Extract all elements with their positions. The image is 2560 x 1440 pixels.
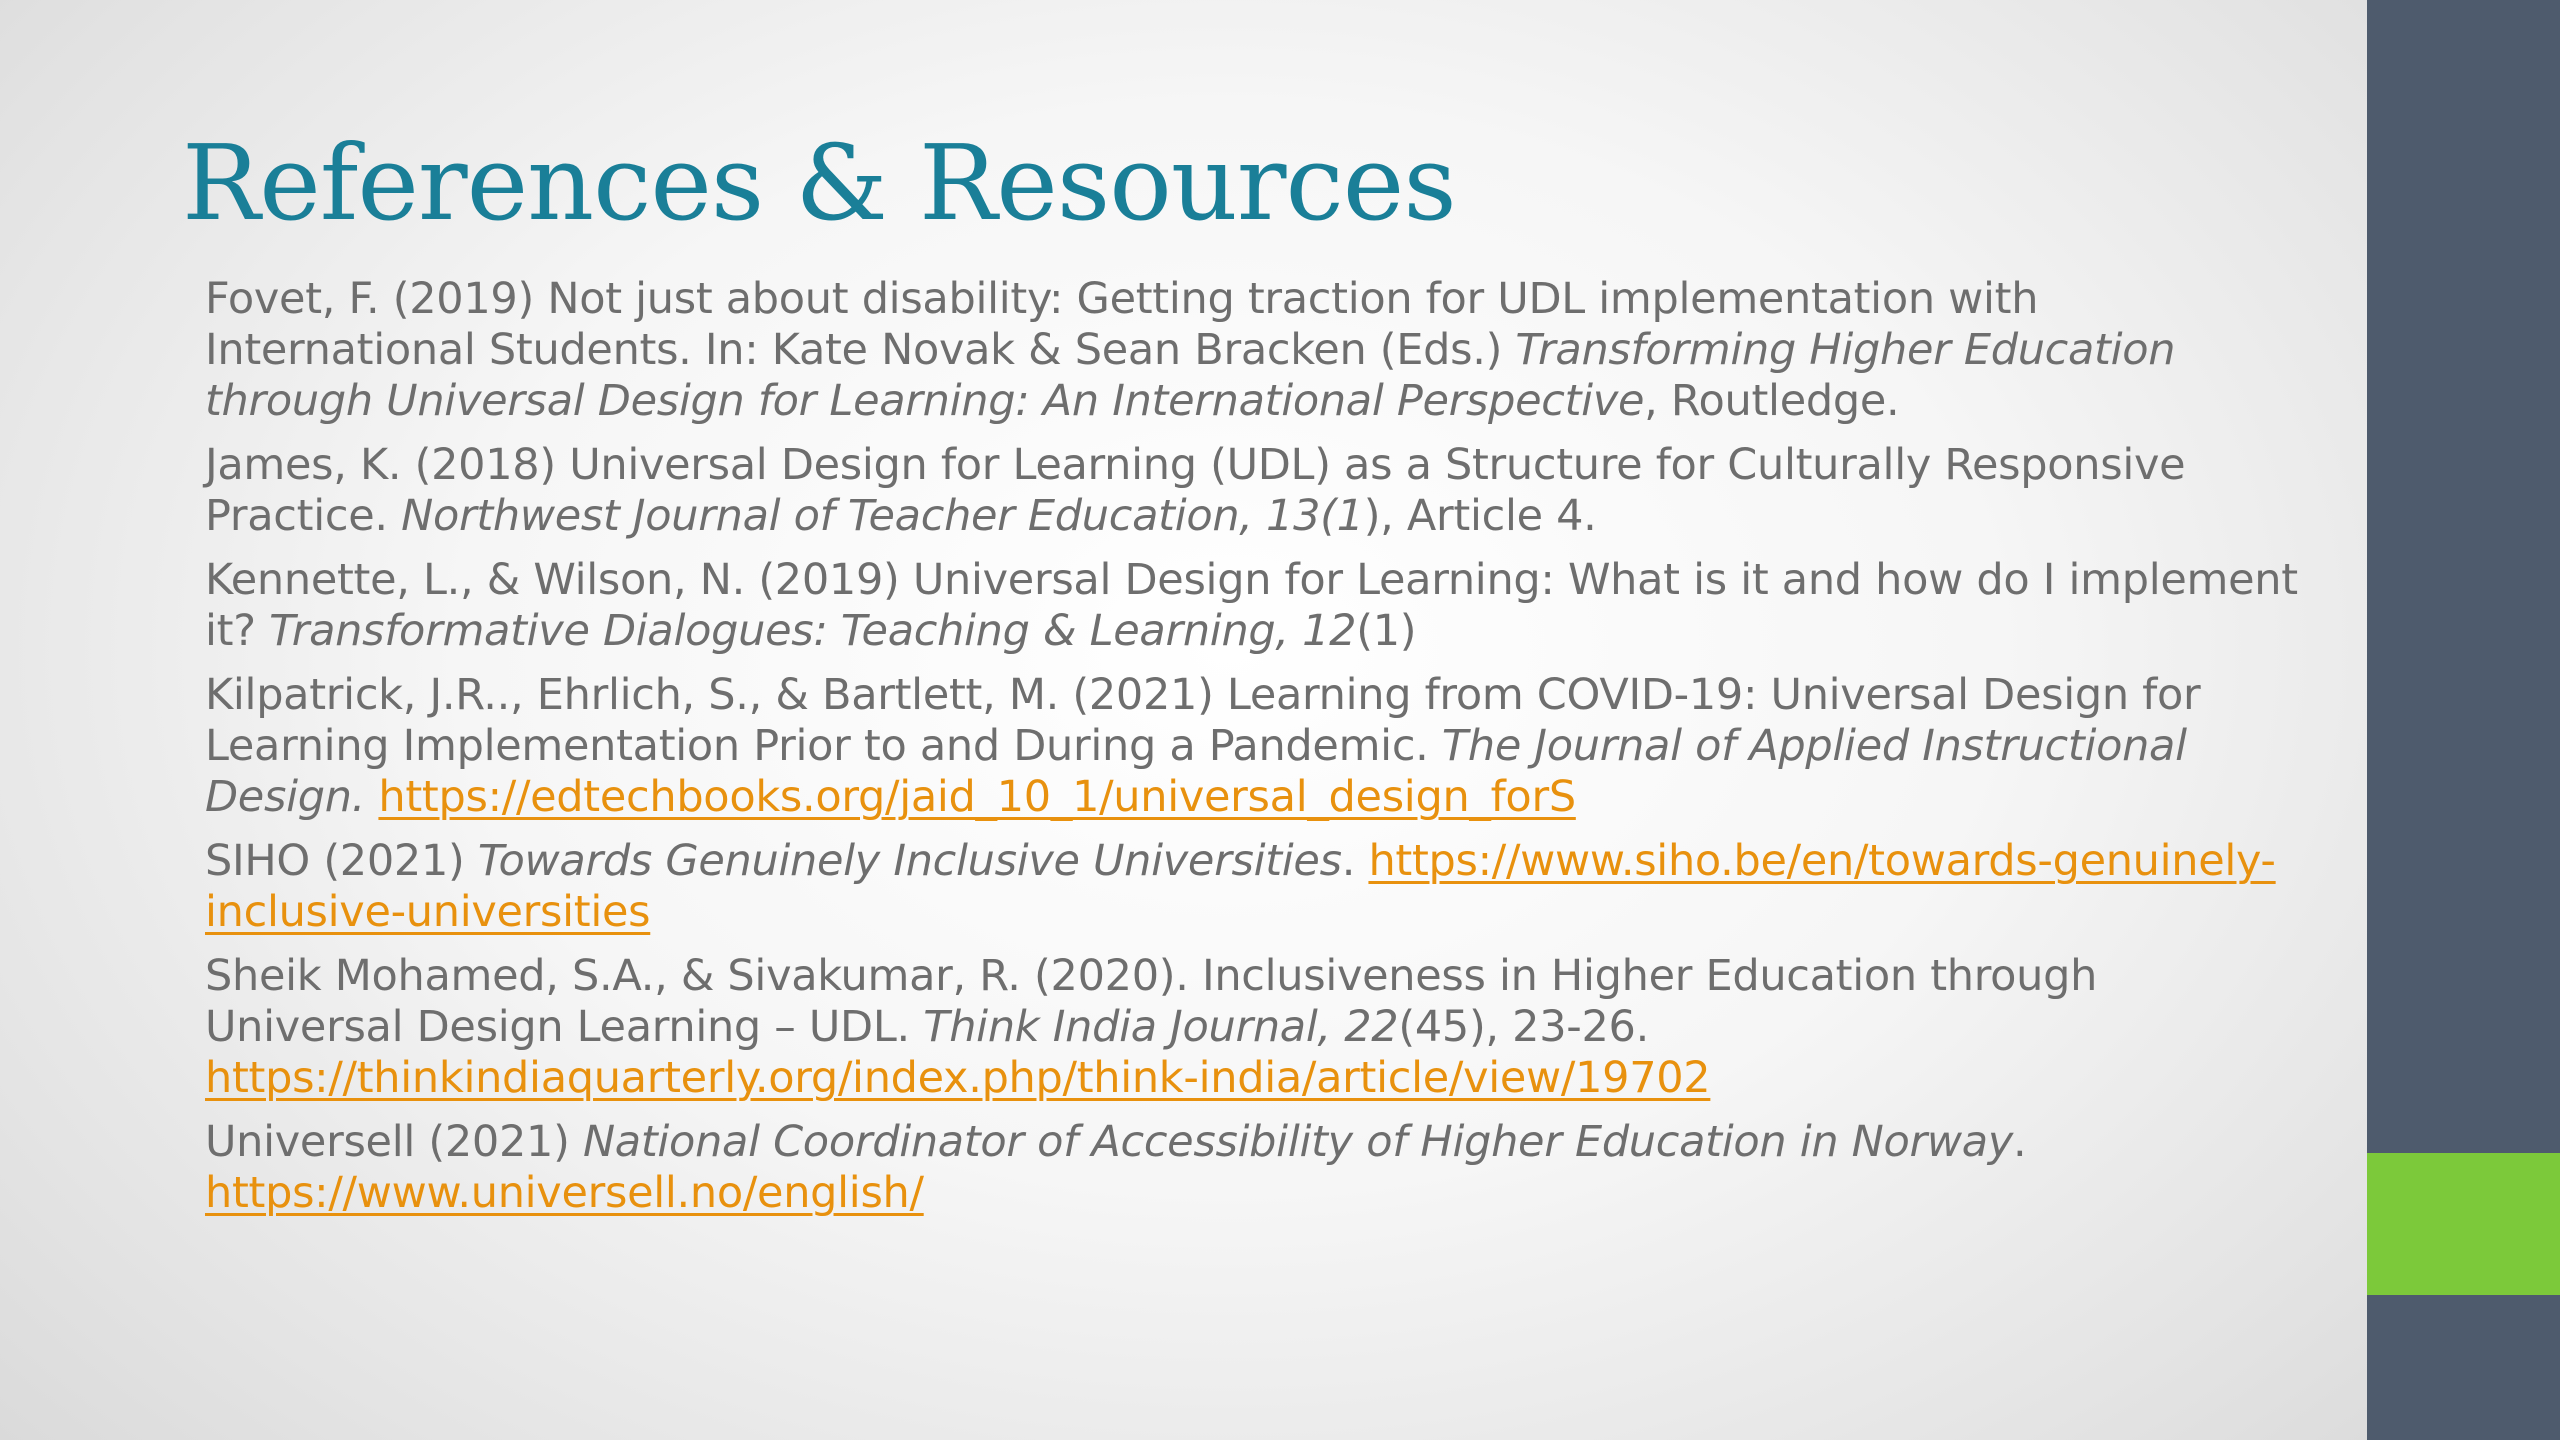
reference-text: (45), 23-26.: [1398, 1002, 1649, 1052]
reference-james: [205, 440, 2305, 542]
reference-kilpatrick: [205, 670, 2305, 823]
reference-fovet: [205, 274, 2305, 427]
accent-block: [2367, 1153, 2560, 1295]
reference-title: Towards Genuinely Inclusive Universities: [477, 836, 1342, 886]
reference-text: Kilpatrick, J.R.., Ehrlich, S., & Bartlett, M. (2021) Learning from COVID-19: Universal Design for Learning Implementation Prior to and During a Pandemic.: [205, 670, 2201, 771]
reference-text: (1): [1356, 606, 1417, 656]
reference-text: SIHO (2021): [205, 836, 478, 886]
slide-title: References & Resources: [182, 122, 1456, 244]
reference-text: Universell (2021): [205, 1117, 583, 1167]
reference-kennette: [205, 555, 2305, 657]
reference-link-siho[interactable]: https://www.siho.be/en/towards-genuinely-inclusive-universities: [205, 836, 2276, 937]
reference-title: The Journal of Applied Instructional Design.: [205, 721, 2187, 822]
reference-text: Kennette, L., & Wilson, N. (2019) Universal Design for Learning: What is it and how do I implement it?: [205, 555, 2298, 656]
reference-universell: [205, 1117, 2305, 1219]
reference-title: Think India Journal, 22: [923, 1002, 1399, 1052]
reference-title: Northwest Journal of Teacher Education, 13(1: [401, 491, 1364, 541]
reference-text: .: [1341, 836, 1369, 886]
reference-title: Transforming Higher Education through Universal Design for Learning: An International Perspective: [205, 325, 2176, 426]
reference-text: Fovet, F. (2019) Not just about disability: Getting traction for UDL implementation with International Students. In: Kate Novak & Sean Bracken (Eds.): [205, 274, 2039, 375]
reference-text: , Routledge.: [1644, 376, 1900, 426]
reference-text: James, K. (2018) Universal Design for Learning (UDL) as a Structure for Culturally Responsive Practice.: [205, 440, 2186, 541]
reference-link-universell[interactable]: https://www.universell.no/english/: [205, 1168, 924, 1218]
reference-title: Transformative Dialogues: Teaching & Learning, 12: [269, 606, 1357, 656]
references-list: [205, 274, 2305, 1232]
reference-link-edtechbooks[interactable]: https://edtechbooks.org/jaid_10_1/universal_design_forS: [378, 772, 1576, 822]
reference-sheik-mohamed: [205, 951, 2305, 1104]
reference-title: National Coordinator of Accessibility of Higher Education in Norway: [582, 1117, 2013, 1167]
reference-text: ), Article 4.: [1363, 491, 1597, 541]
reference-text: .: [2012, 1117, 2027, 1167]
reference-siho: [205, 836, 2305, 938]
reference-link-thinkindia[interactable]: https://thinkindiaquarterly.org/index.php/think-india/article/view/19702: [205, 1053, 1711, 1103]
reference-text: [365, 772, 378, 822]
reference-text: Sheik Mohamed, S.A., & Sivakumar, R. (2020). Inclusiveness in Higher Education through Universal Design Learning – UDL.: [205, 951, 2098, 1052]
